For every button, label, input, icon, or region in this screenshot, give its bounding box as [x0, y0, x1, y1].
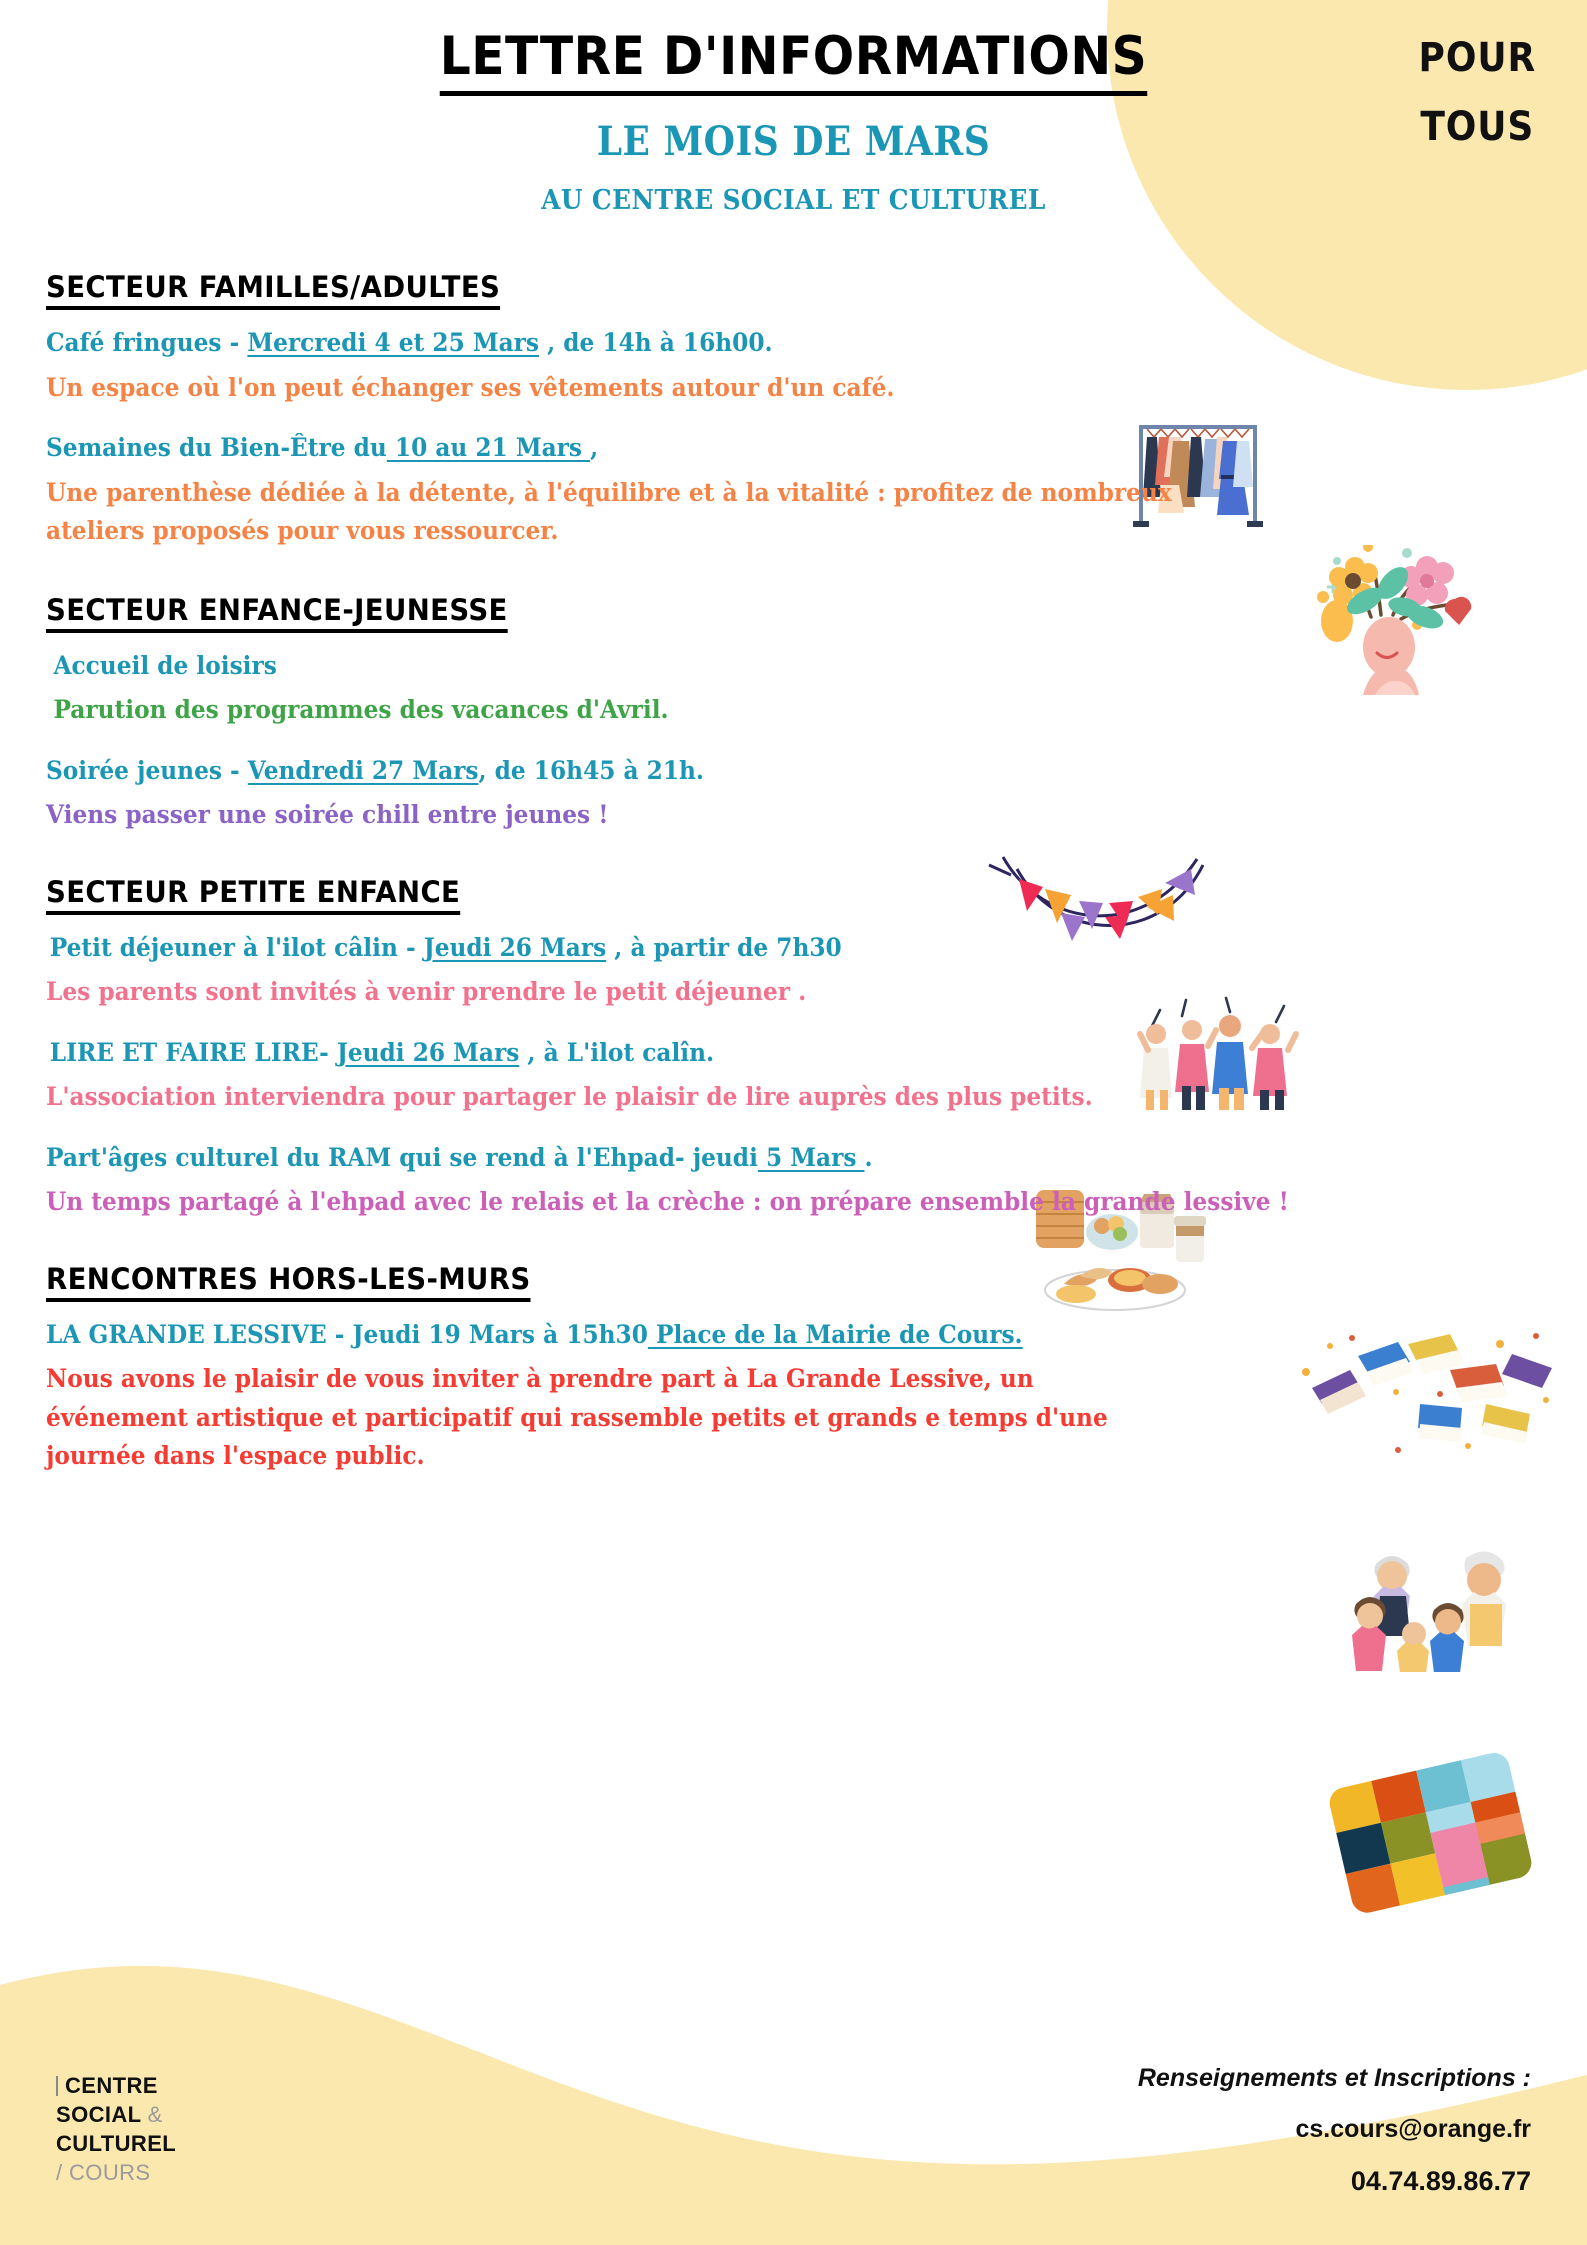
familles-item1-description: Un espace où l'on peut échanger ses vêtements autour d'un café.	[46, 372, 895, 402]
contact-label: Renseignements et Inscriptions :	[1137, 2064, 1531, 2092]
familles-item2-description: Une parenthèse dédiée à la détente, à l'équilibre et à la vitalité : profitez de nombreux ateliers proposés pour vous ressourcer.	[46, 477, 1172, 545]
petite-item1-pre: Petit déjeuner à l'ilot câlin -	[49, 932, 424, 962]
enfance-item2-post: , de 16h45 à 21h.	[478, 755, 705, 785]
enfance-item2-date: Vendredi 27 Mars	[247, 755, 479, 785]
petite-item1-heading	[46, 929, 1442, 968]
hors-item1-heading	[46, 1316, 1442, 1355]
logo-line-3: CULTUREL	[56, 2130, 177, 2156]
badge-line-1: POUR	[1418, 35, 1537, 81]
colorful-quilt-icon	[1325, 1745, 1540, 1920]
enfance-item1-description: Parution des programmes des vacances d'Avril.	[53, 695, 669, 724]
enfance-item2-description: Viens passer une soirée chill entre jeunes !	[46, 800, 609, 829]
logo-bar-icon	[56, 2076, 58, 2096]
contact-phone[interactable]: 04.74.89.86.77	[1350, 2166, 1531, 2196]
petite-item1-description: Les parents sont invités à venir prendre le petit déjeuner .	[46, 977, 807, 1006]
familles-item1-heading	[46, 324, 1442, 363]
hors-item1-place: Place de la Mairie de Cours.	[647, 1319, 1023, 1349]
familles-item2-date: 10 au 21 Mars	[386, 433, 591, 462]
petite-item2-heading	[46, 1034, 1442, 1073]
section-title-familles: SECTEUR FAMILLES/ADULTES	[46, 270, 500, 310]
logo-line-2: SOCIAL &	[56, 2101, 163, 2127]
petite-item2-post: , à L'ilot calîn.	[519, 1037, 715, 1067]
petite-item3-pre: Part'âges culturel du RAM qui se rend à l'Ehpad- jeudi	[46, 1142, 758, 1172]
page-title: LETTRE D'INFORMATIONS	[440, 26, 1147, 96]
petite-item3-post: .	[864, 1142, 873, 1172]
section-title-enfance: SECTEUR ENFANCE-JEUNESSE	[46, 593, 508, 633]
enfance-item1-heading: Accueil de loisirs	[53, 650, 277, 680]
hors-item1-description: Nous avons le plaisir de vous inviter à prendre part à La Grande Lessive, un événement artistique et participatif qui rassemble petits et grands e temps d'une journée dans l'espace public.	[46, 1364, 1108, 1470]
centre-social-logo	[56, 2071, 176, 2187]
logo-line-4: / COURS	[56, 2159, 151, 2185]
section-title-petite-enfance: SECTEUR PETITE ENFANCE	[46, 875, 460, 915]
familles-item1-post: , de 14h à 16h00.	[538, 328, 773, 357]
logo-line-1: CENTRE	[56, 2071, 176, 2100]
petite-item3-heading	[46, 1139, 1442, 1178]
petite-item2-pre: LIRE ET FAIRE LIRE-	[49, 1037, 337, 1067]
page-header	[0, 0, 1587, 216]
section-enfance-jeunesse	[46, 593, 1547, 835]
petite-item3-date: 5 Mars	[757, 1142, 865, 1172]
petite-item1-post: , à partir de 7h30	[606, 932, 842, 962]
logo-ampersand: &	[147, 2101, 163, 2127]
enfance-item2-pre: Soirée jeunes -	[46, 755, 248, 785]
contact-block	[1138, 2064, 1531, 2197]
hors-item1-pre: LA GRANDE LESSIVE - Jeudi 19 Mars à 15h30	[46, 1319, 648, 1349]
familles-item1-date: Mercredi 4 et 25 Mars	[247, 328, 539, 357]
familles-item2-post: ,	[590, 433, 599, 462]
section-familles-adultes	[46, 270, 1547, 551]
familles-item2-pre: Semaines du Bien-Être du	[46, 433, 387, 462]
page-subtitle: LE MOIS DE MARS	[596, 118, 991, 165]
petite-item2-date: Jeudi 26 Mars	[336, 1037, 520, 1067]
newsletter-content	[0, 270, 1587, 1476]
contact-email[interactable]: cs.cours@orange.fr	[1295, 2115, 1531, 2143]
section-title-hors-les-murs: RENCONTRES HORS-LES-MURS	[46, 1262, 531, 1302]
badge-line-2: TOUS	[1420, 103, 1535, 150]
petite-item2-description: L'association interviendra pour partager le plaisir de lire auprès des plus petits.	[46, 1082, 1093, 1111]
section-hors-les-murs	[46, 1262, 1547, 1476]
pour-tous-badge	[1419, 24, 1537, 162]
petite-item3-description: Un temps partagé à l'ehpad avec le relais et la crèche : on prépare ensemble la grande lessive !	[46, 1187, 1289, 1216]
family-generations-icon	[1338, 1542, 1528, 1672]
section-petite-enfance	[46, 875, 1547, 1222]
familles-item2-heading	[46, 429, 1442, 468]
page-subtitle-secondary: AU CENTRE SOCIAL ET CULTUREL	[541, 185, 1046, 216]
enfance-item2-heading	[46, 752, 1442, 791]
familles-item1-pre: Café fringues -	[46, 328, 248, 357]
petite-item1-date: Jeudi 26 Mars	[423, 932, 607, 962]
